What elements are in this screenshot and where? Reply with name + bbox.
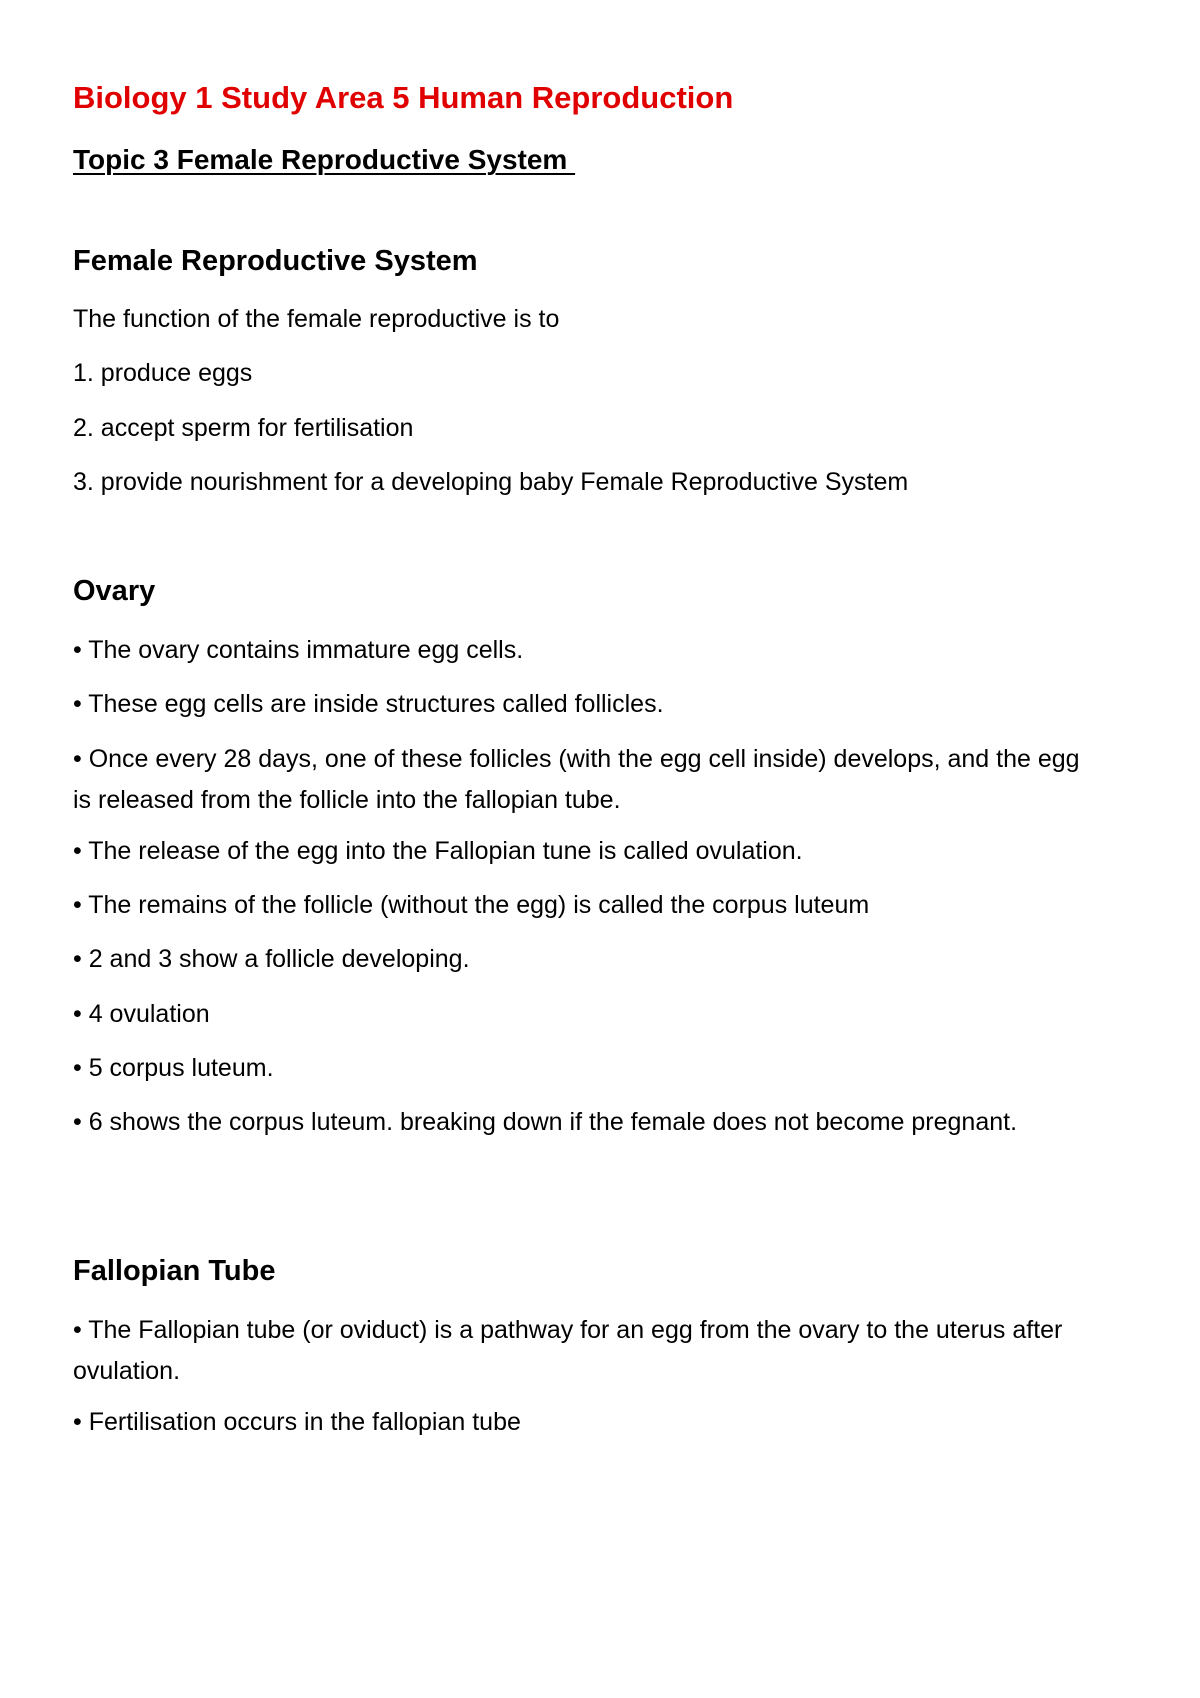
topic-title: Topic 3 Female Reproductive System [73, 144, 576, 175]
bullet-item: • These egg cells are inside structures called follicles. [73, 690, 664, 718]
list-item: 3. provide nourishment for a developing baby Female Reproductive System [73, 468, 909, 496]
list-item: 2. accept sperm for fertilisation [73, 414, 414, 442]
bullet-item: • Fertilisation occurs in the fallopian tube [73, 1408, 521, 1436]
document-title: Biology 1 Study Area 5 Human Reproduction [73, 80, 734, 115]
bullet-item: • The remains of the follicle (without the egg) is called the corpus luteum [73, 891, 870, 919]
bullet-item: • 5 corpus luteum. [73, 1054, 274, 1082]
bullet-item: • The ovary contains immature egg cells. [73, 636, 524, 664]
section-heading-fallopian-tube: Fallopian Tube [73, 1255, 276, 1287]
list-item: 1. produce eggs [73, 359, 253, 387]
intro-text: The function of the female reproductive is to [73, 305, 560, 333]
bullet-item: • 4 ovulation [73, 1000, 210, 1028]
bullet-item: • Once every 28 days, one of these follicles (with the egg cell inside) develops, and the egg is released from the follicle into the fallopian tube. [73, 745, 1080, 814]
section-heading-ovary: Ovary [73, 575, 156, 607]
bullet-item: • 6 shows the corpus luteum. breaking down if the female does not become pregnant. [73, 1108, 1018, 1136]
bullet-item: • 2 and 3 show a follicle developing. [73, 945, 470, 973]
bullet-item: • The Fallopian tube (or oviduct) is a pathway for an egg from the ovary to the uterus after ovulation. [73, 1316, 1063, 1385]
bullet-item: • The release of the egg into the Fallopian tune is called ovulation. [73, 837, 803, 865]
section-heading-female-reproductive-system: Female Reproductive System [73, 245, 478, 277]
